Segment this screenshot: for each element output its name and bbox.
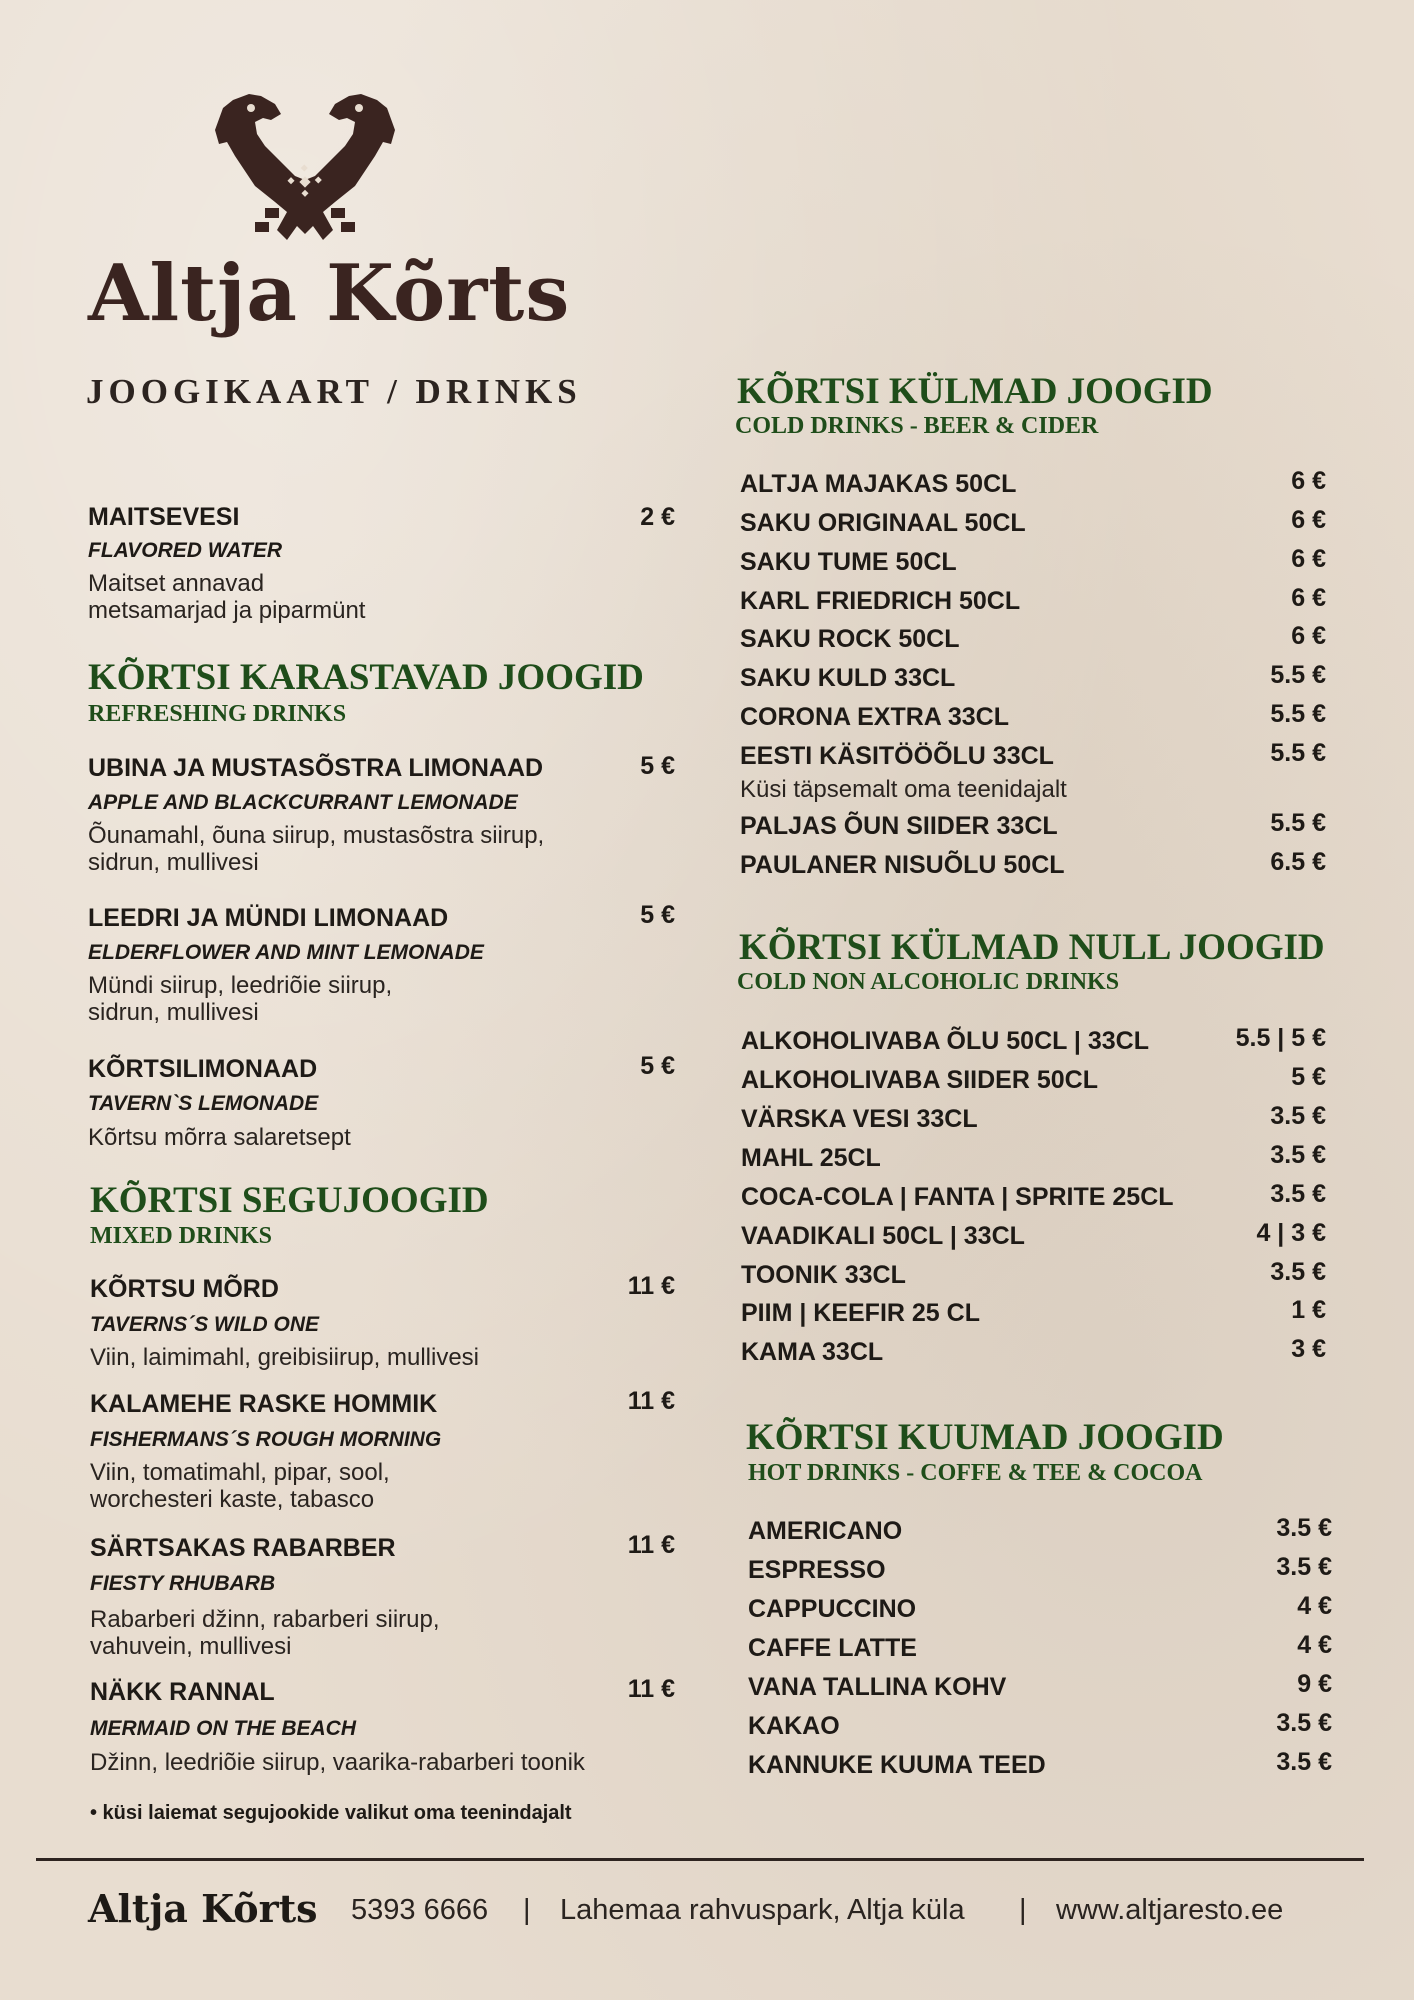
footer-brand: Altja Kõrts (88, 1886, 318, 1931)
item-english: ELDERFLOWER AND MINT LEMONADE (88, 941, 484, 964)
craft-beer-note: Küsi täpsemalt oma teenidajalt (740, 776, 1067, 803)
item-name: KÕRTSU MÕRD (90, 1275, 279, 1303)
item-description: Kõrtsu mõrra salaretsept (88, 1124, 351, 1151)
menu-item-name: SAKU TUME 50CL (740, 548, 957, 576)
item-name: KALAMEHE RASKE HOMMIK (90, 1390, 438, 1418)
menu-item-price: 5 € (1291, 1063, 1326, 1091)
menu-item-price: 1 € (1291, 1296, 1326, 1324)
menu-item-price: 6.5 € (1270, 848, 1326, 876)
menu-item-name: KARL FRIEDRICH 50CL (740, 587, 1021, 615)
menu-item-name: AMERICANO (748, 1517, 903, 1545)
menu-item-name: PALJAS ÕUN SIIDER 33CL (740, 812, 1058, 840)
item-price: 11 € (627, 1675, 675, 1703)
item-name: NÄKK RANNAL (90, 1678, 275, 1706)
item-name: UBINA JA MUSTASÕSTRA LIMONAAD (88, 754, 544, 782)
menu-item-name: SAKU ORIGINAAL 50CL (740, 509, 1026, 537)
item-price: 11 € (627, 1272, 675, 1300)
menu-item-name: TOONIK 33CL (741, 1261, 906, 1289)
menu-item-price: 6 € (1291, 467, 1326, 495)
menu-item-price: 3.5 € (1270, 1141, 1326, 1169)
item-description: vahuvein, mullivesi (90, 1633, 292, 1660)
item-name: LEEDRI JA MÜNDI LIMONAAD (88, 904, 449, 932)
menu-item-name: PIIM | KEEFIR 25 CL (741, 1299, 980, 1327)
item-english: MERMAID ON THE BEACH (90, 1717, 356, 1740)
menu-item-price: 5.5 | 5 € (1235, 1024, 1326, 1052)
item-description: metsamarjad ja piparmünt (88, 597, 366, 624)
menu-item-name: KAMA 33CL (741, 1338, 884, 1366)
item-price: 11 € (627, 1531, 675, 1559)
menu-item-name: CAPPUCCINO (748, 1595, 917, 1623)
section-title-beer: KÕRTSI KÜLMAD JOOGID (737, 371, 1213, 412)
menu-item-name: VANA TALLINA KOHV (748, 1673, 1007, 1701)
menu-item-name: ALKOHOLIVABA SIIDER 50CL (741, 1066, 1098, 1094)
menu-item-price: 6 € (1291, 622, 1326, 650)
footer-phone: 5393 6666 (351, 1894, 489, 1926)
menu-item-price: 4 € (1297, 1631, 1332, 1659)
menu-item-price: 4 € (1297, 1592, 1332, 1620)
section-subtitle-beer: COLD DRINKS - BEER & CIDER (735, 413, 1099, 439)
menu-item-price: 6 € (1291, 584, 1326, 612)
menu-item-name: EESTI KÄSITÖÖÕLU 33CL (740, 742, 1054, 770)
menu-item-name: KANNUKE KUUMA TEED (748, 1751, 1046, 1779)
item-english: FLAVORED WATER (88, 539, 283, 562)
item-description: Viin, tomatimahl, pipar, sool, (90, 1459, 390, 1486)
item-english: TAVERN`S LEMONADE (88, 1092, 319, 1115)
menu-item-price: 3.5 € (1276, 1748, 1332, 1776)
menu-item-price: 5.5 € (1270, 700, 1326, 728)
menu-item-price: 6 € (1291, 545, 1326, 573)
menu-item-name: COCA-COLA | FANTA | SPRITE 25CL (741, 1183, 1174, 1211)
menu-item-name: ALKOHOLIVABA ÕLU 50CL | 33CL (741, 1027, 1149, 1055)
menu-item-price: 3.5 € (1270, 1258, 1326, 1286)
menu-item-price: 6 € (1291, 506, 1326, 534)
menu-item-price: 3.5 € (1276, 1514, 1332, 1542)
menu-item-name: PAULANER NISUÕLU 50CL (740, 851, 1065, 879)
item-price: 2 € (640, 503, 675, 531)
item-description: Mündi siirup, leedriõie siirup, (88, 972, 393, 999)
footer-website[interactable]: www.altjaresto.ee (1056, 1894, 1284, 1926)
item-price: 5 € (640, 1052, 675, 1080)
menu-item-name: SAKU KULD 33CL (740, 664, 956, 692)
item-description: Maitset annavad (88, 570, 265, 597)
brand-logotype: Altja Kõrts (88, 248, 571, 339)
item-english: APPLE AND BLACKCURRANT LEMONADE (88, 791, 518, 814)
menu-item-name: SAKU ROCK 50CL (740, 625, 960, 653)
page-title: JOOGIKAART / DRINKS (86, 372, 582, 411)
menu-item-price: 3.5 € (1270, 1102, 1326, 1130)
menu-item-name: ESPRESSO (748, 1556, 886, 1584)
item-name: MAITSEVESI (88, 503, 240, 531)
menu-item-name: KAKAO (748, 1712, 840, 1740)
section-subtitle-refreshing: REFRESHING DRINKS (88, 701, 347, 727)
menu-item-name: VAADIKALI 50CL | 33CL (741, 1222, 1025, 1250)
menu-item-name: CORONA EXTRA 33CL (740, 703, 1010, 731)
item-price: 5 € (640, 752, 675, 780)
menu-item-name: MAHL 25CL (741, 1144, 881, 1172)
menu-item-price: 4 | 3 € (1256, 1219, 1326, 1247)
menu-item-name: ALTJA MAJAKAS 50CL (740, 470, 1017, 498)
footer-separator: | (1019, 1894, 1027, 1926)
section-subtitle-hot: HOT DRINKS - COFFE & TEE & COCOA (748, 1460, 1203, 1486)
menu-item-price: 3.5 € (1276, 1709, 1332, 1737)
footer-address: Lahemaa rahvuspark, Altja küla (560, 1894, 965, 1926)
section-title-refreshing: KÕRTSI KARASTAVAD JOOGID (88, 657, 644, 698)
item-english: FIESTY RHUBARB (90, 1572, 276, 1595)
menu-item-price: 5.5 € (1270, 661, 1326, 689)
menu-item-price: 3 € (1291, 1335, 1326, 1363)
item-price: 11 € (627, 1387, 675, 1415)
menu-item-price: 3.5 € (1270, 1180, 1326, 1208)
item-description: sidrun, mullivesi (88, 999, 259, 1026)
item-price: 5 € (640, 901, 675, 929)
section-subtitle-mixed: MIXED DRINKS (90, 1223, 273, 1249)
item-description: Viin, laimimahl, greibisiirup, mullivesi (90, 1344, 480, 1371)
horse-heads-logo-icon (205, 90, 405, 250)
item-description: Rabarberi džinn, rabarberi siirup, (90, 1606, 440, 1633)
menu-item-name: CAFFE LATTE (748, 1634, 917, 1662)
menu-item-price: 5.5 € (1270, 739, 1326, 767)
item-description: Džinn, leedriõie siirup, vaarika-rabarberi toonik (90, 1749, 585, 1776)
item-english: TAVERNS´S WILD ONE (90, 1313, 320, 1336)
mixed-drinks-note: • küsi laiemat segujookide valikut oma teenindajalt (90, 1802, 572, 1824)
section-title-nonalcoholic: KÕRTSI KÜLMAD NULL JOOGID (739, 927, 1325, 968)
item-english: FISHERMANS´S ROUGH MORNING (90, 1428, 442, 1451)
section-title-hot: KÕRTSI KUUMAD JOOGID (746, 1417, 1224, 1458)
menu-item-price: 9 € (1297, 1670, 1332, 1698)
menu-item-name: VÄRSKA VESI 33CL (741, 1105, 978, 1133)
section-title-mixed: KÕRTSI SEGUJOOGID (90, 1180, 489, 1221)
section-subtitle-nonalcoholic: COLD NON ALCOHOLIC DRINKS (737, 969, 1120, 995)
item-name: KÕRTSILIMONAAD (88, 1055, 318, 1083)
item-description: Õunamahl, õuna siirup, mustasõstra siirup, (88, 822, 545, 849)
footer-separator: | (523, 1894, 531, 1926)
footer-divider (36, 1858, 1364, 1861)
menu-item-price: 5.5 € (1270, 809, 1326, 837)
item-description: sidrun, mullivesi (88, 849, 259, 876)
item-name: SÄRTSAKAS RABARBER (90, 1534, 396, 1562)
item-description: worchesteri kaste, tabasco (90, 1486, 375, 1513)
menu-item-price: 3.5 € (1276, 1553, 1332, 1581)
